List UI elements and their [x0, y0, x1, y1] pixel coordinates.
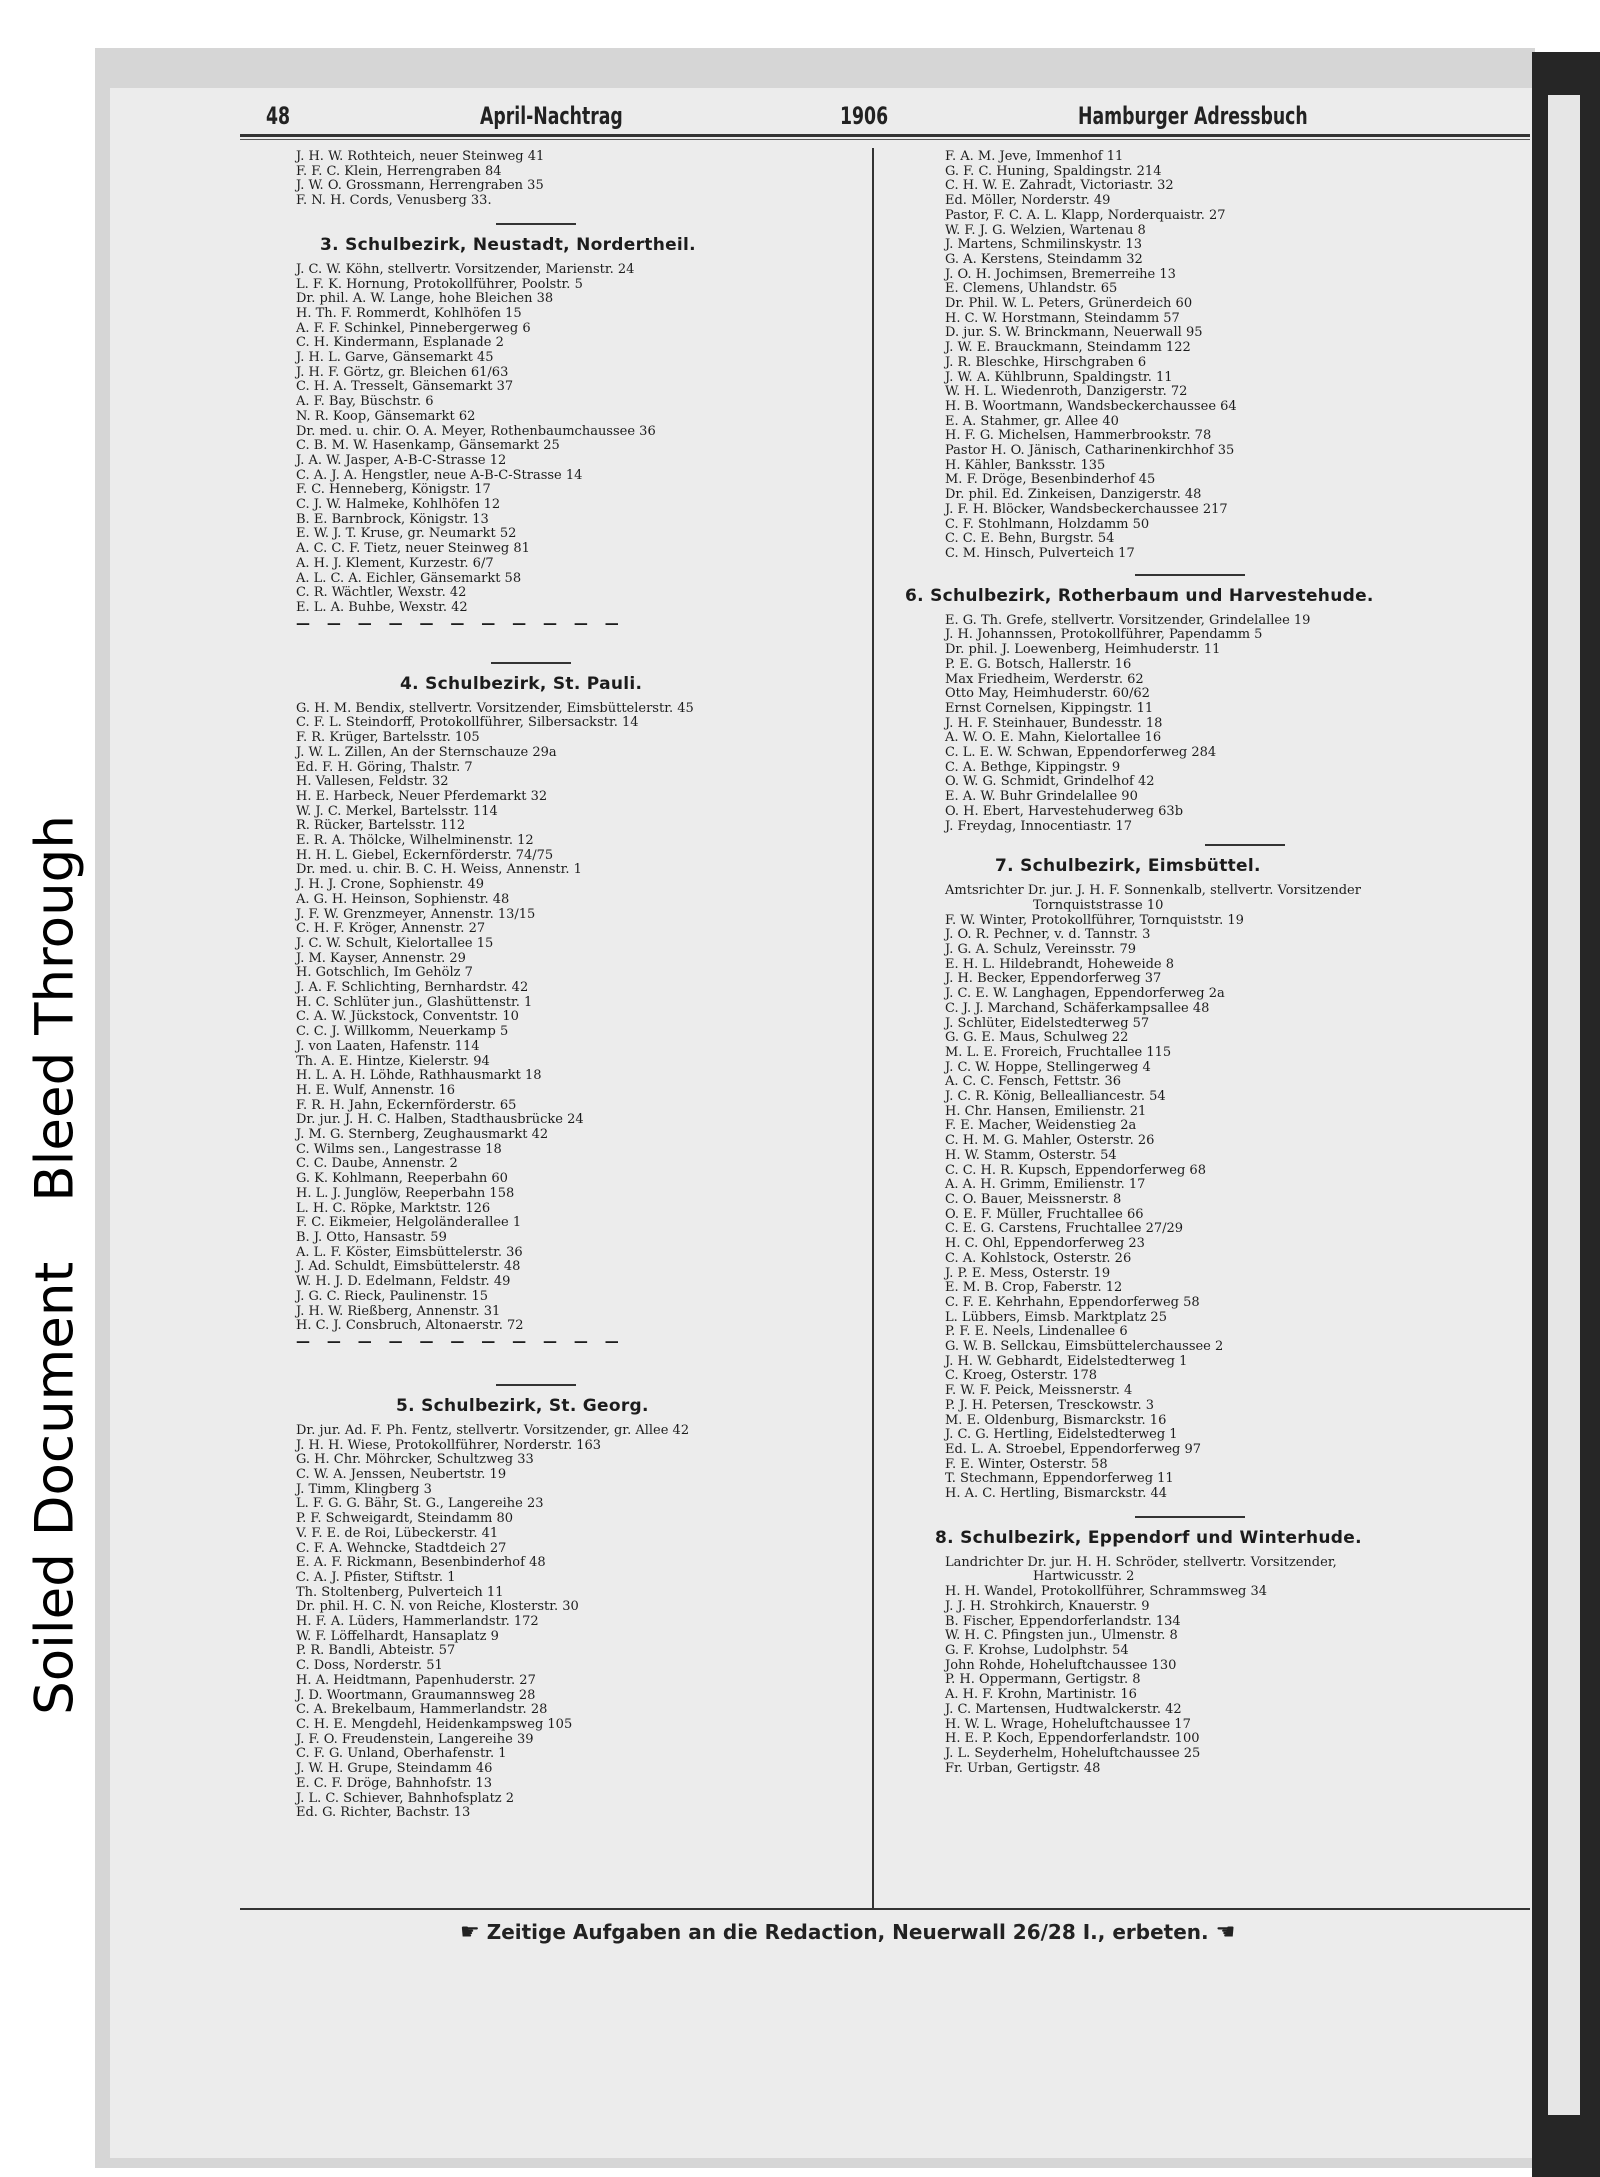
directory-entry: E. G. Th. Grefe, stellvertr. Vorsitzender, Grindelallee 19 — [945, 612, 1311, 628]
directory-entry: C. O. Bauer, Meissnerstr. 8 — [945, 1192, 1122, 1207]
section-7-list — [905, 914, 1525, 1502]
directory-entry: E. H. L. Hildebrandt, Hoheweide 8 — [945, 956, 1175, 972]
directory-entry: F. R. Krüger, Bartelsstr. 105 — [296, 730, 480, 746]
directory-entry: H. H. Wandel, Protokollführer, Schrammsweg 34 — [945, 1584, 1268, 1600]
directory-entry: J. C. E. W. Langhagen, Eppendorferweg 2a — [945, 986, 1225, 1002]
directory-entry: E. M. B. Crop, Faberstr. 12 — [945, 1280, 1123, 1296]
directory-entry: J. C. Martensen, Hudtwalckerstr. 42 — [945, 1701, 1182, 1717]
directory-entry: H. B. Woortmann, Wandsbeckerchaussee 64 — [945, 398, 1237, 414]
directory-entry: J. H. Becker, Eppendorferweg 37 — [945, 971, 1162, 987]
directory-entry: Dr. Phil. W. L. Peters, Grünerdeich 60 — [945, 296, 1193, 312]
directory-entry: C. H. E. Mengdehl, Heidenkampsweg 105 — [296, 1716, 573, 1732]
directory-entry: J. M. Kayser, Annenstr. 29 — [296, 950, 466, 966]
directory-entry: H. E. Wulf, Annenstr. 16 — [296, 1082, 456, 1098]
directory-entry: J. C. R. König, Bellealliancestr. 54 — [945, 1089, 1166, 1105]
directory-entry: J. M. G. Sternberg, Zeughausmarkt 42 — [296, 1127, 549, 1143]
directory-entry: N. R. Koop, Gänsemarkt 62 — [296, 408, 476, 424]
directory-entry: A. L. F. Köster, Eimsbüttelerstr. 36 — [296, 1244, 523, 1260]
directory-entry: D. jur. S. W. Brinckmann, Neuerwall 95 — [945, 325, 1203, 341]
directory-entry: Th. Stoltenberg, Pulverteich 11 — [296, 1584, 504, 1600]
directory-entry: L. Lübbers, Eimsb. Marktplatz 25 — [945, 1309, 1167, 1325]
section-7-lead-cont: Tornquiststrasse 10 — [1033, 897, 1164, 913]
directory-entry: Dr. med. u. chir. O. A. Meyer, Rothenbaumchaussee 36 — [296, 423, 656, 439]
directory-entry: J. D. Woortmann, Graumannsweg 28 — [296, 1687, 536, 1703]
directory-entry: A. C. C. Fensch, Fettstr. 36 — [945, 1074, 1122, 1090]
directory-entry: F. R. H. Jahn, Eckernförderstr. 65 — [296, 1097, 517, 1113]
directory-entry: H. A. Heidtmann, Papenhuderstr. 27 — [296, 1672, 536, 1688]
directory-entry: F. F. C. Klein, Herrengraben 84 — [296, 163, 502, 179]
section-5-list — [296, 1424, 856, 1821]
header-title: April-Nachtrag — [480, 102, 623, 130]
directory-entry: E. W. J. T. Kruse, gr. Neumarkt 52 — [296, 526, 517, 542]
directory-entry: H. E. Harbeck, Neuer Pferdemarkt 32 — [296, 788, 548, 804]
directory-entry: E. A. F. Rickmann, Besenbinderhof 48 — [296, 1555, 546, 1571]
footer-text: Zeitige Aufgaben an die Redaction, Neuerwall 26/28 I., erbeten. — [486, 1920, 1209, 1944]
directory-entry: G. K. Kohlmann, Reeperbahn 60 — [296, 1171, 508, 1187]
directory-entry: E. C. F. Dröge, Bahnhofstr. 13 — [296, 1775, 493, 1791]
directory-entry: A. G. H. Heinson, Sophienstr. 48 — [296, 891, 510, 907]
directory-entry: J. H. W. Rothteich, neuer Steinweg 41 — [296, 149, 545, 164]
directory-entry: J. C. W. Schult, Kielortallee 15 — [296, 935, 494, 951]
directory-entry: Ed. F. H. Göring, Thalstr. 7 — [296, 759, 473, 775]
directory-entry: J. J. H. Strohkirch, Knauerstr. 9 — [945, 1598, 1150, 1614]
directory-entry: G. G. E. Maus, Schulweg 22 — [945, 1030, 1129, 1046]
directory-entry: F. A. M. Jeve, Immenhof 11 — [945, 149, 1124, 164]
directory-entry: A. H. F. Krohn, Martinistr. 16 — [945, 1687, 1137, 1703]
directory-entry: Dr. jur. Ad. F. Ph. Fentz, stellvertr. Vorsitzender, gr. Allee 42 — [296, 1422, 690, 1438]
directory-entry: H. L. J. Junglöw, Reeperbahn 158 — [296, 1185, 515, 1201]
directory-entry: J. H. F. Görtz, gr. Bleichen 61/63 — [296, 364, 509, 380]
directory-entry: C. A. Bethge, Kippingstr. 9 — [945, 759, 1121, 775]
directory-entry: C. H. M. G. Mahler, Osterstr. 26 — [945, 1133, 1155, 1149]
directory-entry: O. H. Ebert, Harvestehuderweg 63b — [945, 803, 1184, 819]
directory-entry: C. F. Stohlmann, Holzdamm 50 — [945, 516, 1150, 532]
directory-entry: H. W. Stamm, Osterstr. 54 — [945, 1147, 1117, 1163]
directory-entry: C. Kroeg, Osterstr. 178 — [945, 1368, 1098, 1384]
header-rule-thin — [240, 139, 1530, 140]
directory-entry: L. F. K. Hornung, Protokollführer, Poolstr. 5 — [296, 276, 583, 292]
directory-entry: F. E. Winter, Osterstr. 58 — [945, 1456, 1108, 1472]
page-header — [240, 96, 1550, 136]
directory-entry: H. Vallesen, Feldstr. 32 — [296, 774, 449, 790]
directory-entry: P. H. Oppermann, Gertigstr. 8 — [945, 1672, 1141, 1688]
directory-entry: O. W. G. Schmidt, Grindelhof 42 — [945, 774, 1155, 790]
directory-entry: G. H. Chr. Möhrcker, Schultzweg 33 — [296, 1452, 534, 1468]
section-5-title: 5. Schulbezirk, St. Georg. — [396, 1395, 649, 1416]
directory-entry: J. Martens, Schmilinskystr. 13 — [945, 237, 1143, 253]
directory-entry: W. F. J. G. Welzien, Wartenau 8 — [945, 222, 1146, 238]
next-page-edge — [1548, 95, 1580, 2115]
directory-entry: L. F. G. G. Bähr, St. G., Langereihe 23 — [296, 1496, 544, 1512]
directory-entry: F. C. Henneberg, Königstr. 17 — [296, 482, 491, 498]
section-4-title: 4. Schulbezirk, St. Pauli. — [400, 673, 643, 694]
directory-entry: B. J. Otto, Hansastr. 59 — [296, 1230, 447, 1245]
directory-entry: F. W. Winter, Protokollführer, Tornquiststr. 19 — [945, 912, 1244, 928]
directory-entry: J. W. L. Zillen, An der Sternschauze 29a — [296, 744, 557, 760]
directory-entry: J. G. A. Schulz, Vereinsstr. 79 — [945, 942, 1136, 958]
pointing-hand-left-icon: ☚ — [1215, 1920, 1236, 1945]
directory-entry: E. A. Stahmer, gr. Allee 40 — [945, 413, 1119, 429]
directory-entry: W. H. C. Pfingsten jun., Ulmenstr. 8 — [945, 1628, 1178, 1644]
page-number: 48 — [266, 102, 291, 130]
directory-entry: J. F. W. Grenzmeyer, Annenstr. 13/15 — [296, 906, 536, 922]
directory-entry: Ernst Cornelsen, Kippingstr. 11 — [945, 700, 1154, 716]
directory-entry: Dr. phil. Ed. Zinkeisen, Danzigerstr. 48 — [945, 487, 1202, 503]
directory-entry: Fr. Urban, Gertigstr. 48 — [945, 1760, 1101, 1776]
section-rule — [496, 223, 576, 225]
header-book: Hamburger Adressbuch — [1078, 102, 1308, 130]
directory-entry: C. J. W. Halmeke, Kohlhöfen 12 — [296, 497, 501, 513]
directory-entry: J. O. H. Jochimsen, Bremerreihe 13 — [945, 266, 1176, 282]
top-entry-list — [296, 150, 856, 209]
directory-entry: Otto May, Heimhuderstr. 60/62 — [945, 686, 1150, 702]
directory-entry: A. L. C. A. Eichler, Gänsemarkt 58 — [296, 570, 522, 586]
directory-entry: J. H. J. Crone, Sophienstr. 49 — [296, 877, 484, 893]
section-3-title: 3. Schulbezirk, Neustadt, Nordertheil. — [320, 234, 696, 255]
directory-entry: M. F. Dröge, Besenbinderhof 45 — [945, 472, 1156, 488]
section-rule — [496, 1384, 576, 1386]
directory-entry: Dr. phil. A. W. Lange, hohe Bleichen 38 — [296, 291, 554, 307]
directory-entry: Dr. phil. H. C. N. von Reiche, Klosterstr. 30 — [296, 1599, 579, 1615]
directory-entry: Ed. Möller, Norderstr. 49 — [945, 193, 1111, 209]
directory-entry: H. Th. F. Rommerdt, Kohlhöfen 15 — [296, 305, 522, 321]
directory-entry: A. W. O. E. Mahn, Kielortallee 16 — [945, 730, 1162, 746]
right-column — [905, 150, 1525, 1776]
directory-entry: J. H. L. Garve, Gänsemarkt 45 — [296, 350, 494, 366]
directory-entry: J. H. Johannssen, Protokollführer, Papendamm 5 — [945, 627, 1263, 643]
directory-entry: P. F. E. Neels, Lindenallee 6 — [945, 1324, 1128, 1340]
directory-entry: C. R. Wächtler, Wexstr. 42 — [296, 585, 467, 601]
directory-entry: H. E. P. Koch, Eppendorferlandstr. 100 — [945, 1731, 1200, 1747]
directory-entry: H. L. A. H. Löhde, Rathhausmarkt 18 — [296, 1068, 542, 1084]
directory-entry: Dr. med. u. chir. B. C. H. Weiss, Annenstr. 1 — [296, 862, 582, 878]
header-year: 1906 — [840, 102, 889, 130]
section-8-lead-cont: Hartwicusstr. 2 — [1033, 1569, 1135, 1585]
directory-entry: J. W. H. Grupe, Steindamm 46 — [296, 1761, 493, 1777]
continuation-list — [905, 150, 1525, 562]
directory-entry: C. C. H. R. Kupsch, Eppendorferweg 68 — [945, 1162, 1206, 1178]
directory-entry: C. W. A. Jenssen, Neubertstr. 19 — [296, 1467, 507, 1483]
directory-entry: Dr. phil. J. Loewenberg, Heimhuderstr. 11 — [945, 642, 1221, 658]
directory-entry: H. Chr. Hansen, Emilienstr. 21 — [945, 1103, 1147, 1119]
section-7-title: 7. Schulbezirk, Eimsbüttel. — [995, 856, 1261, 877]
directory-entry: J. Schlüter, Eidelstedterweg 57 — [945, 1015, 1150, 1031]
section-8-list — [905, 1585, 1525, 1776]
section-rule — [1135, 574, 1245, 576]
directory-entry: J. C. W. Hoppe, Stellingerweg 4 — [945, 1059, 1151, 1075]
directory-entry: C. C. J. Willkomm, Neuerkamp 5 — [296, 1024, 509, 1040]
directory-entry: J. O. R. Pechner, v. d. Tannstr. 3 — [945, 927, 1151, 943]
directory-entry: W. J. C. Merkel, Bartelsstr. 114 — [296, 803, 498, 819]
directory-entry: J. W. E. Brauckmann, Steindamm 122 — [945, 340, 1191, 356]
directory-entry: Ed. L. A. Stroebel, Eppendorferweg 97 — [945, 1441, 1202, 1457]
directory-entry: H. F. G. Michelsen, Hammerbrookstr. 78 — [945, 428, 1212, 444]
directory-entry: Dr. jur. J. H. C. Halben, Stadthausbrücke 24 — [296, 1112, 584, 1128]
directory-entry: J. L. C. Schiever, Bahnhofsplatz 2 — [296, 1790, 515, 1806]
directory-entry: G. F. Krohse, Ludolphstr. 54 — [945, 1642, 1129, 1658]
directory-entry: T. Stechmann, Eppendorferweg 11 — [945, 1471, 1174, 1487]
directory-entry: C. H. A. Tresselt, Gänsemarkt 37 — [296, 379, 514, 395]
directory-entry: C. F. L. Steindorff, Protokollführer, Silbersackstr. 14 — [296, 715, 639, 731]
section-7-lead: Amtsrichter Dr. jur. J. H. F. Sonnenkalb, stellvertr. Vorsitzender — [945, 883, 1361, 899]
side-label-bleed: Bleed Through — [24, 815, 86, 1202]
directory-entry: C. C. Daube, Annenstr. 2 — [296, 1156, 458, 1172]
left-column — [296, 150, 856, 1821]
section-6-title: 6. Schulbezirk, Rotherbaum und Harvestehude. — [905, 585, 1374, 606]
directory-entry: H. C. Ohl, Eppendorferweg 23 — [945, 1236, 1145, 1252]
directory-entry: Th. A. E. Hintze, Kielerstr. 94 — [296, 1053, 490, 1069]
directory-entry: H. Gotschlich, Im Gehölz 7 — [296, 965, 473, 981]
directory-entry: C. E. G. Carstens, Fruchtallee 27/29 — [945, 1221, 1184, 1237]
directory-entry: J. von Laaten, Hafenstr. 114 — [296, 1038, 480, 1054]
directory-entry: R. Rücker, Bartelsstr. 112 — [296, 818, 466, 834]
directory-entry: G. F. C. Huning, Spaldingstr. 214 — [945, 163, 1162, 179]
directory-entry: P. R. Bandli, Abteistr. 57 — [296, 1643, 456, 1659]
section-8-title: 8. Schulbezirk, Eppendorf und Winterhude. — [935, 1527, 1362, 1548]
directory-entry: E. A. W. Buhr Grindelallee 90 — [945, 789, 1138, 805]
directory-entry: C. A. W. Jückstock, Conventstr. 10 — [296, 1009, 519, 1025]
directory-entry: J. R. Bleschke, Hirschgraben 6 — [945, 354, 1147, 370]
directory-entry: C. C. E. Behn, Burgstr. 54 — [945, 531, 1115, 547]
header-rule — [240, 134, 1530, 137]
directory-entry: C. H. F. Kröger, Annenstr. 27 — [296, 921, 486, 937]
directory-entry: A. F. Bay, Büschstr. 6 — [296, 394, 434, 410]
directory-entry: J. H. W. Rießberg, Annenstr. 31 — [296, 1303, 501, 1319]
directory-entry: G. H. M. Bendix, stellvertr. Vorsitzender, Eimsbüttelerstr. 45 — [296, 700, 694, 716]
pointing-hand-right-icon: ☛ — [460, 1920, 480, 1945]
directory-entry: C. J. J. Marchand, Schäferkampsallee 48 — [945, 1000, 1210, 1016]
directory-entry: J. L. Seyderhelm, Hoheluftchaussee 25 — [945, 1745, 1201, 1761]
directory-entry: P. J. H. Petersen, Tresckowstr. 3 — [945, 1397, 1155, 1413]
directory-entry: F. C. Eikmeier, Helgoländerallee 1 — [296, 1215, 522, 1231]
directory-entry: C. A. J. A. Hengstler, neue A-B-C-Strasse 14 — [296, 467, 583, 483]
directory-entry: J. C. G. Hertling, Eidelstedterweg 1 — [945, 1427, 1178, 1443]
directory-entry: C. L. E. W. Schwan, Eppendorferweg 284 — [945, 745, 1217, 761]
directory-entry: A. F. F. Schinkel, Pinnebergerweg 6 — [296, 320, 531, 336]
directory-entry: J. Timm, Klingberg 3 — [296, 1481, 432, 1497]
directory-entry: A. H. J. Klement, Kurzestr. 6/7 — [296, 555, 494, 571]
directory-entry: M. E. Oldenburg, Bismarckstr. 16 — [945, 1412, 1167, 1428]
directory-entry: E. L. A. Buhbe, Wexstr. 42 — [296, 599, 468, 615]
section-3-list — [296, 263, 856, 616]
directory-entry: E. Clemens, Uhlandstr. 65 — [945, 281, 1118, 297]
directory-entry: J. C. W. Köhn, stellvertr. Vorsitzender, Marienstr. 24 — [296, 261, 635, 277]
directory-entry: J. H. W. Gebhardt, Eidelstedterweg 1 — [945, 1353, 1188, 1369]
directory-entry: B. Fischer, Eppendorferlandstr. 134 — [945, 1613, 1181, 1629]
directory-entry: C. Doss, Norderstr. 51 — [296, 1658, 443, 1674]
directory-entry: E. R. A. Thölcke, Wilhelminenstr. 12 — [296, 833, 534, 849]
dash-separator: — — — — — — — — — — — — [296, 615, 625, 632]
directory-entry: F. E. Macher, Weidenstieg 2a — [945, 1118, 1137, 1134]
directory-entry: H. A. C. Hertling, Bismarckstr. 44 — [945, 1486, 1168, 1502]
directory-entry: C. M. Hinsch, Pulverteich 17 — [945, 545, 1135, 561]
directory-entry: C. B. M. W. Hasenkamp, Gänsemarkt 25 — [296, 438, 560, 454]
directory-entry: Pastor H. O. Jänisch, Catharinenkirchhof 35 — [945, 443, 1235, 459]
dash-separator: — — — — — — — — — — — — [296, 1333, 625, 1350]
directory-entry: C. F. A. Wehncke, Stadtdeich 27 — [296, 1540, 507, 1556]
directory-entry: J. P. E. Mess, Osterstr. 19 — [945, 1265, 1111, 1281]
directory-entry: L. H. C. Röpke, Marktstr. 126 — [296, 1200, 491, 1216]
footer-rule — [240, 1908, 1530, 1910]
directory-entry: J. Ad. Schuldt, Eimsbüttelerstr. 48 — [296, 1259, 521, 1275]
directory-entry: C. A. Kohlstock, Osterstr. 26 — [945, 1250, 1132, 1266]
directory-entry: C. A. J. Pfister, Stiftstr. 1 — [296, 1569, 456, 1585]
section-rule — [491, 662, 571, 664]
directory-entry: H. Kähler, Banksstr. 135 — [945, 457, 1106, 473]
directory-entry: H. W. L. Wrage, Hoheluftchaussee 17 — [945, 1716, 1191, 1732]
directory-entry: J. F. H. Blöcker, Wandsbeckerchaussee 217 — [945, 501, 1228, 517]
directory-entry: O. E. F. Müller, Fruchtallee 66 — [945, 1206, 1144, 1222]
side-label-soiled: Soiled Document — [24, 1261, 86, 1715]
directory-entry: B. E. Barnbrock, Königstr. 13 — [296, 511, 489, 527]
footer-notice — [460, 1920, 1235, 1945]
directory-entry: H. H. L. Giebel, Eckernförderstr. 74/75 — [296, 847, 554, 863]
section-rule — [1205, 844, 1285, 846]
directory-entry: H. F. A. Lüders, Hammerlandstr. 172 — [296, 1614, 539, 1630]
directory-entry: Pastor, F. C. A. L. Klapp, Norderquaistr. 27 — [945, 207, 1226, 223]
directory-entry: J. A. W. Jasper, A-B-C-Strasse 12 — [296, 452, 507, 468]
directory-entry: J. A. F. Schlichting, Bernhardstr. 42 — [296, 980, 529, 996]
section-6-list — [905, 614, 1525, 835]
directory-entry: J. H. F. Steinhauer, Bundesstr. 18 — [945, 715, 1163, 731]
directory-entry: John Rohde, Hoheluftchaussee 130 — [945, 1657, 1177, 1673]
directory-entry: G. A. Kerstens, Steindamm 32 — [945, 251, 1143, 267]
directory-entry: F. N. H. Cords, Venusberg 33. — [296, 193, 492, 209]
directory-entry: G. W. B. Sellckau, Eimsbüttelerchaussee 2 — [945, 1339, 1224, 1355]
column-divider — [872, 148, 874, 1908]
directory-entry: J. W. A. Kühlbrunn, Spaldingstr. 11 — [945, 369, 1173, 385]
directory-entry: Ed. G. Richter, Bachstr. 13 — [296, 1805, 471, 1821]
directory-entry: J. Freydag, Innocentiastr. 17 — [945, 818, 1133, 834]
directory-entry: F. W. F. Peick, Meissnerstr. 4 — [945, 1383, 1133, 1399]
directory-entry: V. F. E. de Roi, Lübeckerstr. 41 — [296, 1525, 499, 1541]
directory-entry: W. H. L. Wiedenroth, Danzigerstr. 72 — [945, 384, 1188, 400]
directory-entry: C. H. Kindermann, Esplanade 2 — [296, 335, 504, 351]
section-8-lead: Landrichter Dr. jur. H. H. Schröder, stellvertr. Vorsitzender, — [945, 1554, 1337, 1570]
directory-entry: C. F. E. Kehrhahn, Eppendorferweg 58 — [945, 1294, 1200, 1310]
directory-entry: P. F. Schweigardt, Steindamm 80 — [296, 1511, 514, 1527]
directory-entry: C. Wilms sen., Langestrasse 18 — [296, 1141, 502, 1157]
directory-entry: H. C. W. Horstmann, Steindamm 57 — [945, 310, 1180, 326]
directory-entry: P. E. G. Botsch, Hallerstr. 16 — [945, 656, 1132, 672]
directory-entry: J. G. C. Rieck, Paulinenstr. 15 — [296, 1288, 488, 1304]
directory-entry: W. F. Löffelhardt, Hansaplatz 9 — [296, 1628, 499, 1644]
directory-entry: J. H. H. Wiese, Protokollführer, Norderstr. 163 — [296, 1437, 602, 1453]
section-4-list — [296, 702, 856, 1334]
directory-entry: C. F. G. Unland, Oberhafenstr. 1 — [296, 1746, 507, 1762]
directory-entry: A. C. C. F. Tietz, neuer Steinweg 81 — [296, 541, 530, 557]
directory-entry: H. C. Schlüter jun., Glashüttenstr. 1 — [296, 994, 533, 1010]
directory-entry: J. F. O. Freudenstein, Langereihe 39 — [296, 1731, 534, 1747]
directory-entry: C. H. W. E. Zahradt, Victoriastr. 32 — [945, 178, 1174, 194]
directory-entry: C. A. Brekelbaum, Hammerlandstr. 28 — [296, 1702, 548, 1718]
side-label — [15, 700, 95, 1830]
directory-entry: M. L. E. Froreich, Fruchtallee 115 — [945, 1044, 1172, 1060]
directory-entry: H. C. J. Consbruch, Altonaerstr. 72 — [296, 1318, 524, 1334]
directory-entry: A. A. H. Grimm, Emilienstr. 17 — [945, 1177, 1146, 1193]
directory-entry: Max Friedheim, Werderstr. 62 — [945, 671, 1144, 687]
section-rule — [1135, 1516, 1245, 1518]
directory-entry: J. W. O. Grossmann, Herrengraben 35 — [296, 178, 544, 194]
directory-entry: W. H. J. D. Edelmann, Feldstr. 49 — [296, 1274, 511, 1290]
